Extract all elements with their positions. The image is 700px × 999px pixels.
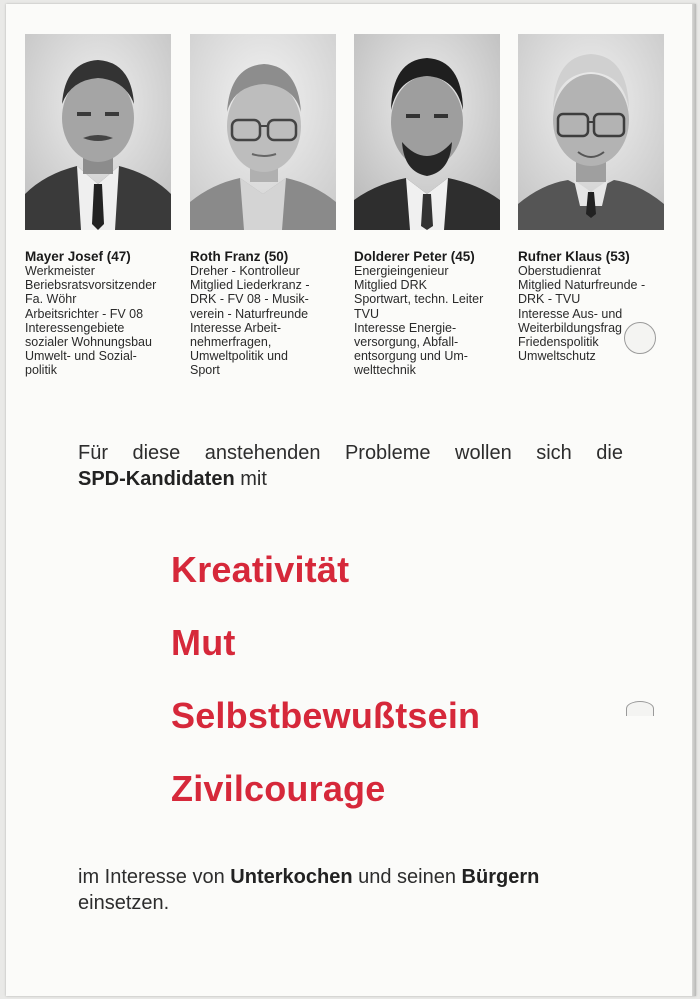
outro-text: und seinen — [352, 866, 462, 888]
intro-word: anstehenden — [204, 442, 321, 464]
outro-text: im Interesse von — [78, 866, 231, 888]
candidate-info-line: verein - Naturfreunde — [190, 306, 309, 321]
citizens-word: Bürgern — [461, 866, 540, 888]
portrait-roth-photo — [190, 34, 336, 230]
intro-word: diese — [132, 442, 181, 464]
candidate-info-line: Arbeitsrichter - FV 08 — [25, 306, 144, 321]
candidate-info-line: Interessengebiete — [25, 320, 125, 335]
candidate-info-line: Friedenspolitik — [518, 335, 599, 350]
candidate-info-line: Weiterbildungsfrag — [518, 320, 622, 335]
candidate-info-line: TVU — [354, 306, 379, 321]
intro-word: wollen — [455, 442, 512, 464]
candidate-info-line: welttechnik — [354, 363, 416, 378]
candidate-info-line: Umweltpolitik und — [190, 349, 288, 364]
candidate-info-line: Mitglied DRK — [354, 278, 427, 293]
candidate-info-line: DRK - FV 08 - Musik- — [190, 292, 309, 307]
intro-line-1 — [78, 440, 623, 466]
outro-paragraph — [78, 864, 638, 916]
value-selbstbewusstsein: Selbstbewußtsein — [171, 695, 481, 736]
candidate-info-line: Werkmeister — [25, 264, 95, 278]
candidate-roth — [190, 249, 345, 378]
candidate-mayer — [25, 249, 180, 378]
portrait-rufner-photo — [518, 34, 664, 230]
portrait-mayer-photo — [25, 34, 171, 230]
intro-word: die — [596, 442, 623, 464]
candidate-name: Mayer Josef (47) — [25, 249, 131, 264]
candidate-info-line: versorgung, Abfall- — [354, 335, 459, 350]
intro-word: sich — [536, 442, 572, 464]
candidate-info-line: Mitglied Liederkranz - — [190, 278, 310, 293]
place-name: Unterkochen — [230, 866, 353, 888]
candidate-name: Roth Franz (50) — [190, 249, 289, 264]
candidate-info-line: Interesse Aus- und — [518, 306, 623, 321]
candidate-info-line: sozialer Wohnungsbau — [25, 335, 152, 350]
value-zivilcourage: Zivilcourage — [171, 768, 386, 809]
candidate-info-line: Beriebsratsvorsitzender — [25, 278, 157, 293]
candidate-info-line: Interesse Arbeit- — [190, 320, 282, 335]
intro-word: Probleme — [344, 442, 431, 464]
outro-line-2: einsetzen. — [78, 892, 170, 914]
candidate-name: Dolderer Peter (45) — [354, 249, 475, 264]
intro-paragraph — [78, 440, 623, 492]
candidate-info-line: Sport — [190, 363, 220, 378]
candidate-info-line: Mitglied Naturfreunde - — [518, 278, 646, 293]
page-edge — [692, 4, 696, 996]
value-kreativitaet: Kreativität — [171, 549, 350, 590]
intro-word: Für — [78, 442, 108, 464]
candidate-info-line: nehmerfragen, — [190, 335, 272, 350]
candidate-dolderer — [354, 249, 509, 378]
candidate-info-line: Fa. Wöhr — [25, 292, 77, 307]
outro-line-1 — [78, 864, 638, 890]
candidate-info-line: politik — [25, 363, 57, 378]
candidate-info-line: entsorgung und Um- — [354, 349, 468, 364]
value-mut: Mut — [171, 622, 236, 663]
intro-after: mit — [234, 468, 267, 490]
candidate-info-line: Dreher - Kontrolleur — [190, 264, 300, 278]
portrait-dolderer-photo — [354, 34, 500, 230]
flyer-page — [6, 4, 696, 996]
party-name: SPD-Kandidaten — [78, 468, 235, 490]
candidate-name: Rufner Klaus (53) — [518, 249, 630, 264]
candidate-info-line: Energieingenieur — [354, 264, 449, 278]
punch-hole — [626, 701, 654, 716]
candidate-info-line: Sportwart, techn. Leiter — [354, 292, 484, 307]
candidate-info-line: DRK - TVU — [518, 292, 581, 307]
candidate-info-line: Umweltschutz — [518, 349, 596, 364]
intro-line-2 — [78, 466, 623, 492]
candidate-info-line: Umwelt- und Sozial- — [25, 349, 137, 364]
candidate-info-line: Interesse Energie- — [354, 320, 457, 335]
punch-hole — [624, 322, 656, 354]
candidate-info-line: Oberstudienrat — [518, 264, 601, 278]
